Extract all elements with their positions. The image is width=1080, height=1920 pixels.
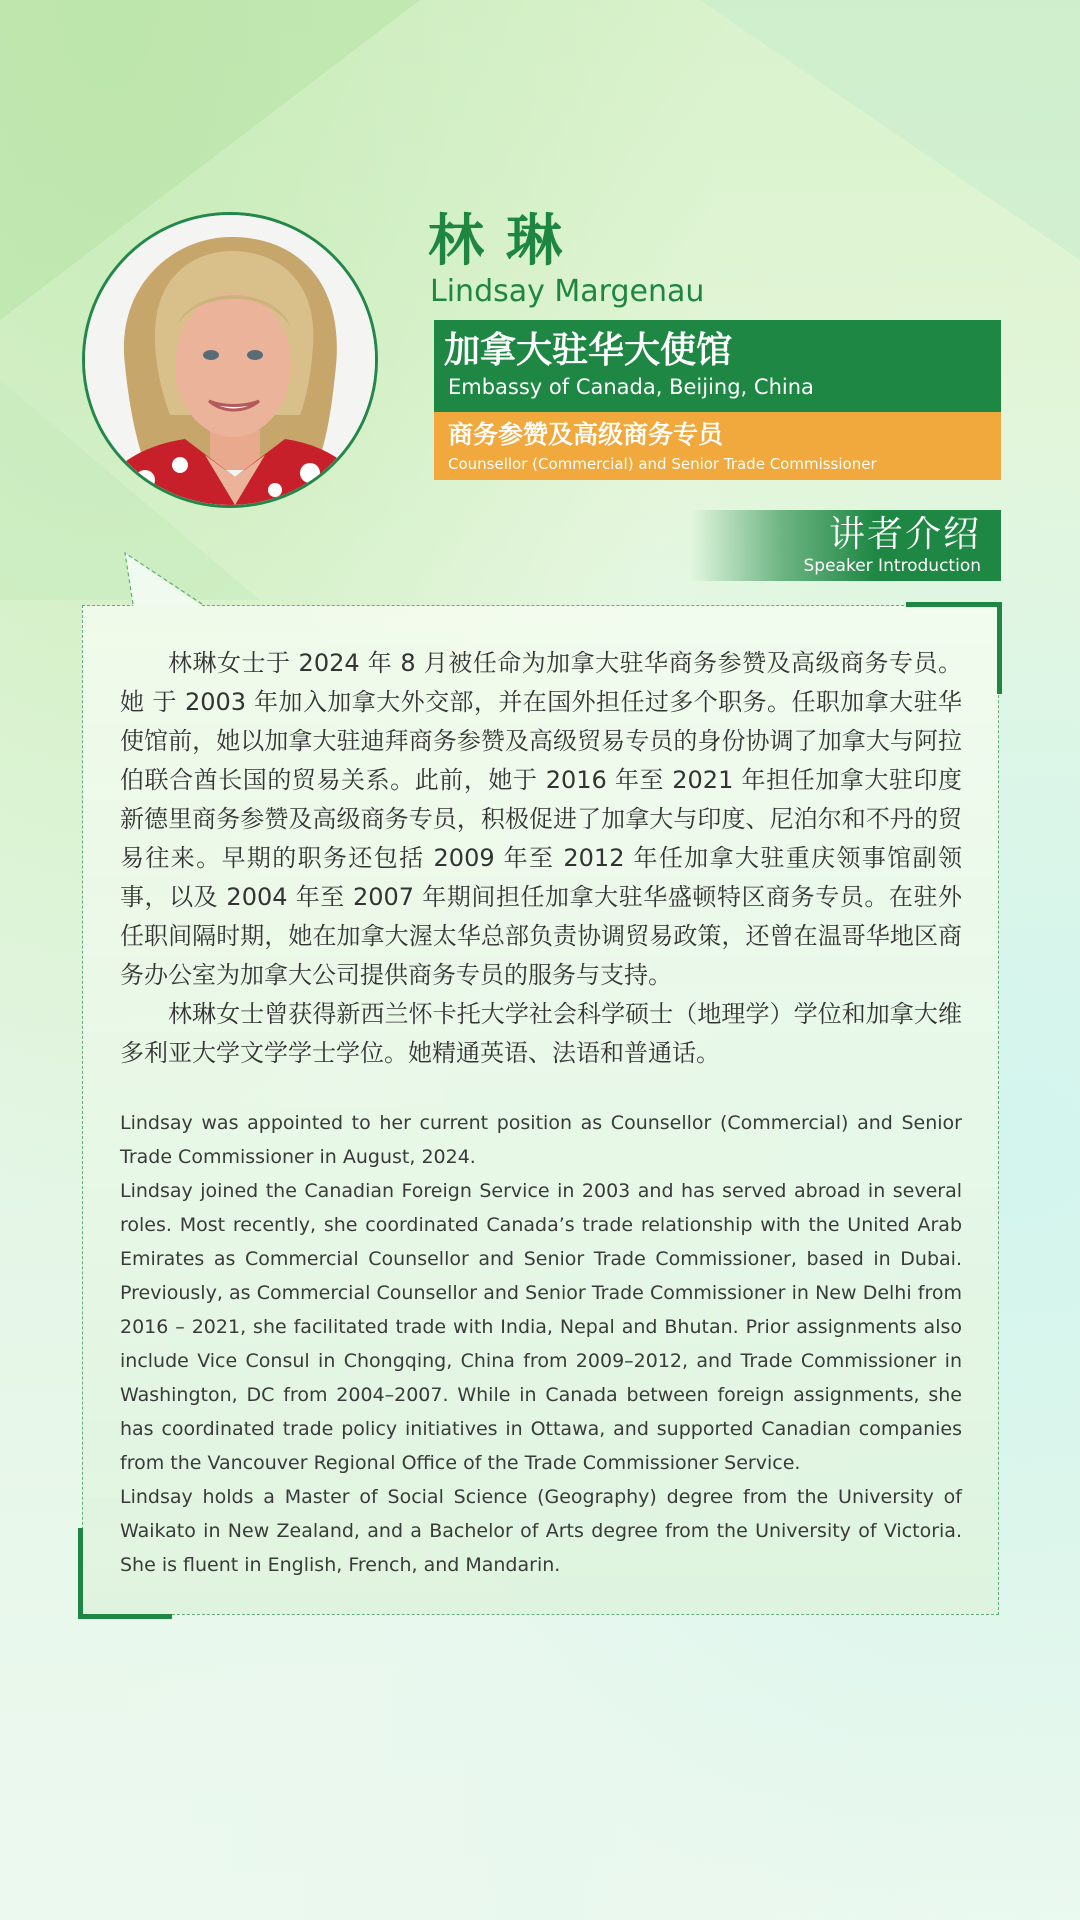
bio-chinese <box>120 644 962 1073</box>
bio-paragraph-en: Lindsay joined the Canadian Foreign Service in 2003 and has served abroad in several roles. Most recently, she coordinated Canada’s trade relationship with the United Arab Emirates as Commercial Counsellor and Senior Trade Commissioner, based in Dubai. Previously, as Commercial Counsellor and Senior Trade Commissioner in New Delhi from 2016 – 2021, she facilitated trade with India, Nepal and Bhutan. Prior assignments also include Vice Consul in Chongqing, China from 2009–2012, and Trade Commissioner in Washington, DC from 2004–2007. While in Canada between foreign assignments, she has coordinated trade policy initiatives in Ottawa, and supported Canadian companies from the Vancouver Regional Office of the Trade Commissioner Service. <box>120 1180 962 1474</box>
bio-paragraph-cn: 林琳女士曾获得新西兰怀卡托大学社会科学硕士（地理学）学位和加拿大维多利亚大学文学学士学位。她精通英语、法语和普通话。 <box>120 1000 962 1067</box>
section-heading-cn: 讲者介绍 <box>828 514 981 555</box>
job-title-en: Counsellor (Commercial) and Senior Trade Commissioner <box>448 455 877 473</box>
section-heading-en: Speaker Introduction <box>803 556 981 576</box>
corner-accent <box>906 602 1002 607</box>
organization-cn: 加拿大驻华大使馆 <box>444 330 733 371</box>
bio-english <box>120 1106 962 1582</box>
speaker-name-cn: 林琳 <box>428 209 584 274</box>
bio-paragraph-en: Lindsay was appointed to her current position as Counsellor (Commercial) and Senior Trade Commissioner in August, 2024. <box>120 1112 962 1168</box>
speech-bubble-tail <box>0 0 1080 620</box>
job-title-cn: 商务参赞及高级商务专员 <box>448 420 724 449</box>
corner-accent <box>997 602 1002 694</box>
speaker-name-en: Lindsay Margenau <box>430 274 705 309</box>
organization-en: Embassy of Canada, Beijing, China <box>448 375 814 399</box>
bio-paragraph-cn: 林琳女士于 2024 年 8 月被任命为加拿大驻华商务参赞及高级商务专员。她 于 2003 年加入加拿大外交部，并在国外担任过多个职务。任职加拿大驻华使馆前，她以加拿大驻迪拜商务参赞及高级贸易专员的身份协调了加拿大与阿拉伯联合酋长国的贸易关系。此前，她于 2016 年至 2021 年担任加拿大驻印度新德里商务参赞及高级商务专员，积极促进了加拿大与印度、尼泊尔和不丹的贸易往来。早期的职务还包括 2009 年至 2012 年任加拿大驻重庆领事馆副领事，以及 2004 年至 2007 年期间担任加拿大驻华盛顿特区商务专员。在驻外任职间隔时期，她在加拿大渥太华总部负责协调贸易政策，还曾在温哥华地区商务办公室为加拿大公司提供商务专员的服务与支持。 <box>120 649 962 989</box>
corner-accent <box>78 1614 172 1619</box>
bio-paragraph-en: Lindsay holds a Master of Social Science (Geography) degree from the University of Waikato in New Zealand, and a Bachelor of Arts degree from the University of Victoria. She is fluent in English, French, and Mandarin. <box>120 1486 962 1576</box>
corner-accent <box>78 1528 83 1619</box>
